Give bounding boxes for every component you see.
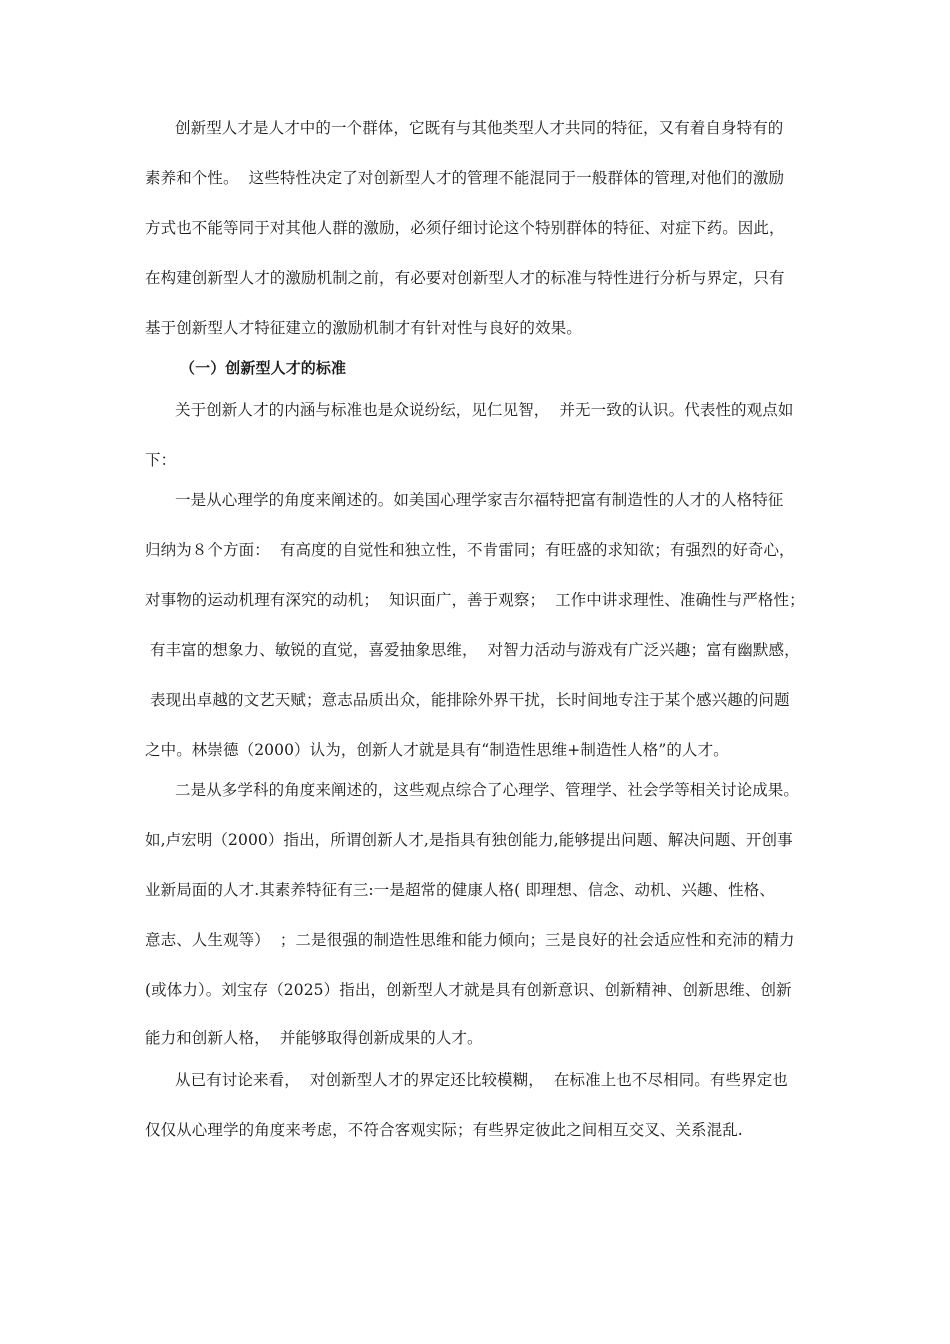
text-line: 对事物的运动机理有深究的动机； 知识面广，善于观察； 工作中讲求理性、准确性与严格性； (145, 591, 805, 609)
text-line: 关于创新人才的内涵与标准也是众说纷纭，见仁见智， 并无一致的认识。代表性的观点如 (175, 401, 794, 419)
text-line: 有丰富的想象力、敏锐的直觉，喜爱抽象思维， 对智力活动与游戏有广泛兴趣；富有幽默感， (145, 641, 800, 659)
text-line: 基于创新型人才特征建立的激励机制才有针对性与良好的效果。 (145, 319, 582, 337)
text-line: 二是从多学科的角度来阐述的，这些观点综合了心理学、管理学、社会学等相关讨论成果。 (175, 781, 800, 799)
text-line: (或体力）。刘宝存（2025）指出，创新型人才就是具有创新意识、创新精神、创新思维、创新 (145, 981, 792, 999)
text-line: 在构建创新型人才的激励机制之前，有必要对创新型人才的标准与特性进行分析与界定，只有 (145, 269, 785, 287)
text-line: 方式也不能等同于对其他人群的激励，必须仔细讨论这个特别群体的特征、对症下药。因此， (145, 219, 785, 237)
text-line: 一是从心理学的角度来阐述的。如美国心理学家吉尔福特把富有制造性的人才的人格特征 (175, 491, 784, 509)
section-heading: （一）创新型人才的标准 (180, 359, 347, 377)
text-line: 表现出卓越的文艺天赋；意志品质出众，能排除外界干扰，长时间地专注于某个感兴趣的问题 (145, 691, 790, 709)
text-line: 仅仅从心理学的角度来考虑，不符合客观实际；有些界定彼此之间相互交叉、关系混乱. (145, 1121, 743, 1139)
text-line: 归纳为８个方面： 有高度的自觉性和独立性，不肯雷同；有旺盛的求知欲；有强烈的好奇心， (145, 541, 795, 559)
text-line: 从已有讨论来看， 对创新型人才的界定还比较模糊， 在标准上也不尽相同。有些界定也 (175, 1071, 788, 1089)
text-line: 意志、人生观等） ；二是很强的制造性思维和能力倾向；三是良好的社会适应性和充沛的精力 (145, 931, 795, 949)
text-line: 之中。林崇德（2000）认为，创新人才就是具有“制造性思维+制造性人格”的人才。 (145, 741, 729, 759)
text-line: 业新局面的人才.其素养特征有三:一是超常的健康人格( 即理想、信念、动机、兴趣、性格、 (145, 881, 775, 899)
text-line: 素养和个性。 这些特性决定了对创新型人才的管理不能混同于一般群体的管理,对他们的激励 (145, 169, 785, 187)
text-line: 如,卢宏明（2000）指出，所谓创新人才,是指具有独创能力,能够提出问题、解决问题、开创事 (145, 831, 793, 849)
text-line: 下： (145, 451, 177, 469)
text-line: 创新型人才是人才中的一个群体，它既有与其他类型人才共同的特征，又有着自身特有的 (175, 119, 784, 137)
text-line: 能力和创新人格， 并能够取得创新成果的人才。 (145, 1029, 483, 1047)
